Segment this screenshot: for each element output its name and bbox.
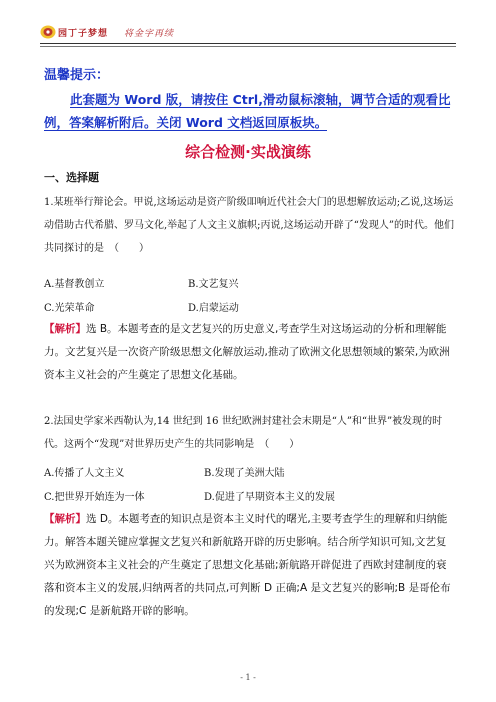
question-1-analysis [44, 318, 454, 387]
analysis-tag: 【解析】 [44, 513, 86, 525]
option-b: B.发现了美洲大陆 [204, 468, 285, 479]
option-d: D.启蒙运动 [188, 303, 239, 314]
option-a: A.基督教创立 [44, 279, 105, 290]
question-2-analysis [44, 508, 454, 623]
option-c: C.光荣革命 [44, 303, 95, 314]
page-number: - 1 - [240, 673, 256, 682]
tip-title: 温馨提示： [44, 68, 110, 83]
tip-body [44, 88, 454, 134]
page-header [40, 24, 456, 42]
header-brand: 园丁子梦想 [58, 29, 109, 39]
analysis-text: 选 D。本题考查的知识点是资本主义时代的曙光,主要考查学生的理解和归纳能力。解答本题关键应掌握文艺复兴和新航路开辟的历史影响。结合所学知识可知,文艺复兴为欧洲资本主义社会的产生奠定了思想文化基础;新航路开辟促进了西欧封建制度的衰落和资本主义的发展,归纳两者的共同点,可判断 D 正确;A 是文艺复兴的影响;B 是哥伦布的发现;C 是新航路开辟的影响。 [44, 513, 451, 617]
page-title: 综合检测·实战演练 [185, 143, 311, 161]
option-c: C.把世界开始连为一体 [44, 492, 145, 503]
option-a: A.传播了人文主义 [44, 468, 125, 479]
school-logo-icon [40, 25, 56, 39]
option-b: B.文艺复兴 [188, 279, 239, 290]
option-d: D.促进了早期资本主义的发展 [204, 492, 335, 503]
header-divider [40, 43, 456, 44]
analysis-text: 选 B。本题考查的是文艺复兴的历史意义,考查学生对这场运动的分析和理解能力。文艺复兴是一次资产阶级思想文化解放运动,推动了欧洲文化思想领域的繁荣,为欧洲资本主义社会的产生奠定了思想文化基础。 [44, 323, 450, 381]
header-slogan: 将金字再续 [124, 29, 175, 39]
question-1-stem: 1.某班举行辩论会。甲说,这场运动是资产阶级吅响近代社会大门的思想解放运动;乙说,这场运动借助古代希腊、罗马文化,举起了人文主义旗帜;丙说,这场运动开辟了“发现人”的时代。他们共同探讨的是 （ ） [44, 197, 454, 254]
tip-body-text: 此套题为 Word 版，请按住 Ctrl,滑动鼠标滚轴，调节合适的观看比例，答案解析附后。关闭 Word 文档返回原板块。 [44, 92, 451, 130]
section-title: 一、选择题 [44, 171, 99, 184]
question-2-stem: 2.法国史学家米西勒认为,14 世纪到 16 世纪欧洲封建社会末期是“人”和“世界”被发现的时代。这两个“发现”对世界历史产生的共同影响是 （ ） [44, 416, 443, 450]
header-divider-thin [40, 46, 456, 47]
analysis-tag: 【解析】 [44, 323, 86, 335]
